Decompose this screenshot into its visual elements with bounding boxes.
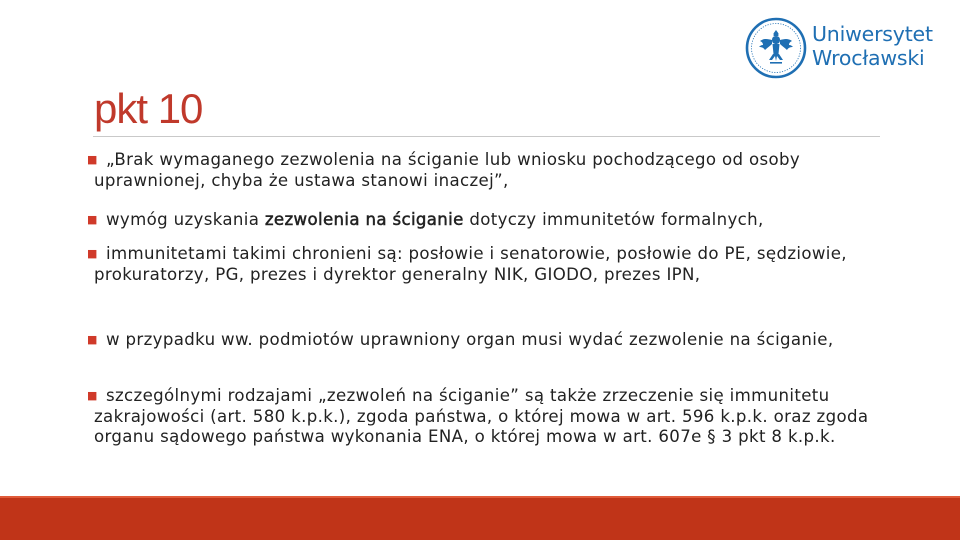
bullet-item bbox=[87, 210, 879, 231]
title-divider bbox=[93, 136, 880, 137]
slide-title: pkt 10 bbox=[94, 85, 203, 132]
bullet-item bbox=[87, 244, 879, 285]
bullet-text-bold: zezwolenia na ściganie bbox=[264, 210, 464, 229]
university-seal-icon bbox=[744, 16, 808, 80]
bullet-text-before: wymóg uzyskania bbox=[106, 210, 265, 229]
square-bullet-icon: ■ bbox=[87, 389, 98, 402]
square-bullet-icon: ■ bbox=[87, 333, 98, 346]
bullet-item bbox=[87, 386, 879, 448]
university-logo bbox=[744, 16, 934, 80]
bullet-text: w przypadku ww. podmiotów uprawniony organ musi wydać zezwolenie na ściganie, bbox=[106, 330, 834, 349]
bullet-text: „Brak wymaganego zezwolenia na ściganie lub wniosku pochodzącego od osoby uprawnionej, chyba że ustawa stanowi inaczej”, bbox=[94, 150, 801, 190]
bullet-text: immunitetami takimi chronieni są: posłowie i senatorowie, posłowie do PE, sędziowie, prokuratorzy, PG, prezes i dyrektor generalny NIK, GIODO, prezes IPN, bbox=[94, 244, 847, 284]
footer-bar bbox=[0, 498, 960, 540]
bullet-item bbox=[87, 150, 879, 191]
logo-line-1: Uniwersytet bbox=[812, 22, 933, 46]
logo-wordmark bbox=[812, 22, 933, 70]
bullet-text-after: dotyczy immunitetów formalnych, bbox=[463, 210, 764, 229]
square-bullet-icon: ■ bbox=[87, 153, 98, 166]
logo-line-2: Wrocławski bbox=[812, 46, 925, 70]
square-bullet-icon: ■ bbox=[87, 213, 98, 226]
bullet-text: szczególnymi rodzajami „zezwoleń na ściganie” są także zrzeczenie się immunitetu zakrajowości (art. 580 k.p.k.), zgoda państwa, o której mowa w art. 596 k.p.k. oraz zgoda organu sądowego państwa wykonania ENA, o której mowa w art. 607e § 3 pkt 8 k.p.k. bbox=[94, 386, 869, 446]
bullet-item bbox=[87, 330, 879, 351]
square-bullet-icon: ■ bbox=[87, 247, 98, 260]
bullet-text bbox=[94, 210, 879, 231]
